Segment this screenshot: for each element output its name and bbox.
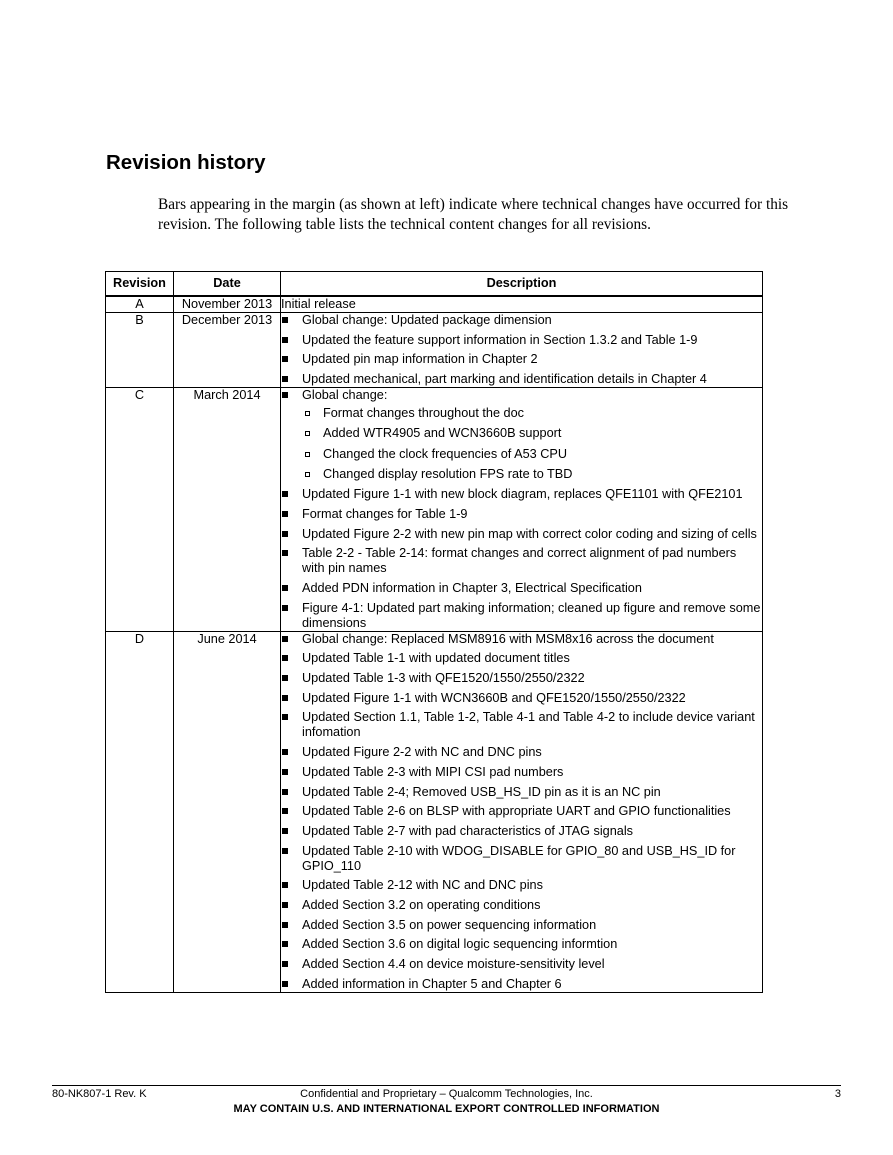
table-row [106, 313, 763, 388]
change-item [281, 937, 762, 952]
date-cell: November 2013 [174, 296, 281, 313]
change-item-text: Updated the feature support information in Section 1.3.2 and Table 1-9 [302, 332, 698, 347]
table-body [106, 296, 763, 992]
header-revision: Revision [106, 272, 174, 297]
change-item [281, 765, 762, 780]
change-item-text: Updated Table 1-1 with updated document titles [302, 651, 570, 666]
change-item [281, 507, 762, 522]
table-row [106, 388, 763, 632]
square-bullet-icon [282, 356, 288, 362]
sub-change-item [302, 447, 762, 462]
page-heading: Revision history [106, 151, 266, 174]
sub-change-item-text: Changed display resolution FPS rate to TBD [323, 466, 573, 481]
hollow-square-bullet-icon [305, 431, 310, 436]
hollow-square-bullet-icon [305, 452, 310, 457]
change-item [281, 546, 762, 576]
revision-cell: D [106, 631, 174, 992]
square-bullet-icon [282, 941, 288, 947]
change-item-text: Updated Table 2-3 with MIPI CSI pad numbers [302, 764, 564, 779]
sub-change-item-text: Added WTR4905 and WCN3660B support [323, 426, 562, 441]
change-item [281, 388, 762, 482]
change-item [281, 710, 762, 740]
square-bullet-icon [282, 828, 288, 834]
change-item [281, 527, 762, 542]
table-row [106, 631, 763, 992]
square-bullet-icon [282, 317, 288, 323]
revision-cell: C [106, 388, 174, 632]
date-cell: June 2014 [174, 631, 281, 992]
sub-change-item [302, 467, 762, 482]
revision-cell: B [106, 313, 174, 388]
hollow-square-bullet-icon [305, 472, 310, 477]
header-description: Description [281, 272, 763, 297]
change-item [281, 372, 762, 387]
footer-doc-number: 80-NK807-1 Rev. K [52, 1088, 147, 1100]
square-bullet-icon [282, 848, 288, 854]
description-cell [281, 631, 763, 992]
change-item-text: Updated pin map information in Chapter 2 [302, 352, 538, 367]
square-bullet-icon [282, 585, 288, 591]
change-item [281, 487, 762, 502]
square-bullet-icon [282, 695, 288, 701]
change-item [281, 824, 762, 839]
change-item-text: Updated Table 2-6 on BLSP with appropriate UART and GPIO functionalities [302, 804, 731, 819]
square-bullet-icon [282, 605, 288, 611]
revision-cell: A [106, 296, 174, 313]
change-item-text: Updated Section 1.1, Table 1-2, Table 4-1 and Table 4-2 to include device variant infomation [302, 710, 755, 740]
change-item [281, 601, 762, 631]
square-bullet-icon [282, 789, 288, 795]
change-item [281, 844, 762, 874]
change-item [281, 333, 762, 348]
change-item-text: Updated Figure 1-1 with WCN3660B and QFE1520/1550/2550/2322 [302, 690, 686, 705]
change-item [281, 691, 762, 706]
change-item-text: Updated Figure 2-2 with NC and DNC pins [302, 745, 542, 760]
header-date: Date [174, 272, 281, 297]
description-cell [281, 313, 763, 388]
square-bullet-icon [282, 376, 288, 382]
square-bullet-icon [282, 491, 288, 497]
change-item-text: Global change: Updated package dimension [302, 313, 552, 327]
change-item-text: Updated Table 1-3 with QFE1520/1550/2550/2322 [302, 671, 585, 686]
change-item [281, 632, 762, 647]
square-bullet-icon [282, 808, 288, 814]
sub-change-list [302, 406, 762, 482]
square-bullet-icon [282, 392, 288, 398]
sub-change-item-text: Format changes throughout the doc [323, 406, 525, 421]
hollow-square-bullet-icon [305, 411, 310, 416]
square-bullet-icon [282, 675, 288, 681]
change-item [281, 651, 762, 666]
change-item-text: Added information in Chapter 5 and Chapter 6 [302, 976, 562, 991]
change-item-text: Added PDN information in Chapter 3, Electrical Specification [302, 581, 642, 595]
description-cell: Initial release [281, 296, 763, 313]
footer-page-number: 3 [834, 1088, 841, 1100]
sub-change-item [302, 426, 762, 441]
change-item-text: Added Section 4.4 on device moisture-sensitivity level [302, 957, 605, 971]
change-item [281, 745, 762, 760]
square-bullet-icon [282, 902, 288, 908]
change-item-text: Updated Figure 1-1 with new block diagram, replaces QFE1101 with QFE2101 [302, 487, 743, 502]
change-item [281, 878, 762, 893]
change-item [281, 785, 762, 800]
change-item [281, 352, 762, 367]
change-item [281, 671, 762, 686]
change-item-text: Updated Figure 2-2 with new pin map with correct color coding and sizing of cells [302, 526, 757, 541]
change-item-text: Added Section 3.6 on digital logic sequencing informtion [302, 937, 618, 952]
change-item [281, 918, 762, 933]
description-cell [281, 388, 763, 632]
change-item [281, 977, 762, 992]
change-item [281, 581, 762, 596]
change-item [281, 313, 762, 328]
change-item-text: Added Section 3.2 on operating conditions [302, 897, 541, 912]
date-cell: March 2014 [174, 388, 281, 632]
intro-paragraph: Bars appearing in the margin (as shown at left) indicate where technical changes have occurred for this revision. The following table lists the technical content changes for all revisions. [158, 196, 789, 233]
square-bullet-icon [282, 531, 288, 537]
change-item [281, 898, 762, 913]
footer-divider [52, 1085, 841, 1086]
change-list [281, 313, 762, 387]
square-bullet-icon [282, 550, 288, 556]
square-bullet-icon [282, 961, 288, 967]
square-bullet-icon [282, 922, 288, 928]
square-bullet-icon [282, 636, 288, 642]
change-item [281, 957, 762, 972]
square-bullet-icon [282, 749, 288, 755]
change-item-text: Updated Table 2-4; Removed USB_HS_ID pin as it is an NC pin [302, 784, 661, 799]
table-row [106, 296, 763, 313]
footer-confidentiality: Confidential and Proprietary – Qualcomm Technologies, Inc. [300, 1088, 593, 1100]
change-item [281, 804, 762, 819]
change-item-text: Added Section 3.5 on power sequencing information [302, 917, 597, 932]
square-bullet-icon [282, 337, 288, 343]
sub-change-item [302, 406, 762, 421]
table-header-row [106, 272, 763, 297]
square-bullet-icon [282, 714, 288, 720]
footer-export-notice: MAY CONTAIN U.S. AND INTERNATIONAL EXPORT CONTROLLED INFORMATION [233, 1103, 660, 1115]
change-item-text: Format changes for Table 1-9 [302, 506, 468, 521]
change-item-text: Updated Table 2-7 with pad characteristics of JTAG signals [302, 823, 633, 838]
change-item-text: Global change: Replaced MSM8916 with MSM8x16 across the document [302, 631, 714, 646]
square-bullet-icon [282, 655, 288, 661]
square-bullet-icon [282, 511, 288, 517]
change-item-text: Updated Table 2-10 with WDOG_DISABLE for GPIO_80 and USB_HS_ID for GPIO_110 [302, 843, 736, 873]
change-item-text: Figure 4-1: Updated part making information; cleaned up figure and remove some dimensions [302, 600, 761, 630]
square-bullet-icon [282, 769, 288, 775]
change-list [281, 388, 762, 631]
change-item-text: Table 2-2 - Table 2-14: format changes and correct alignment of pad numbers with pin names [302, 546, 737, 576]
sub-change-item-text: Changed the clock frequencies of A53 CPU [323, 446, 568, 461]
square-bullet-icon [282, 882, 288, 888]
square-bullet-icon [282, 981, 288, 987]
change-item-text: Updated mechanical, part marking and identification details in Chapter 4 [302, 372, 707, 387]
date-cell: December 2013 [174, 313, 281, 388]
change-item-text: Updated Table 2-12 with NC and DNC pins [302, 878, 543, 893]
change-item-text: Global change: [302, 388, 388, 403]
change-list [281, 632, 762, 992]
revision-table [105, 271, 763, 993]
